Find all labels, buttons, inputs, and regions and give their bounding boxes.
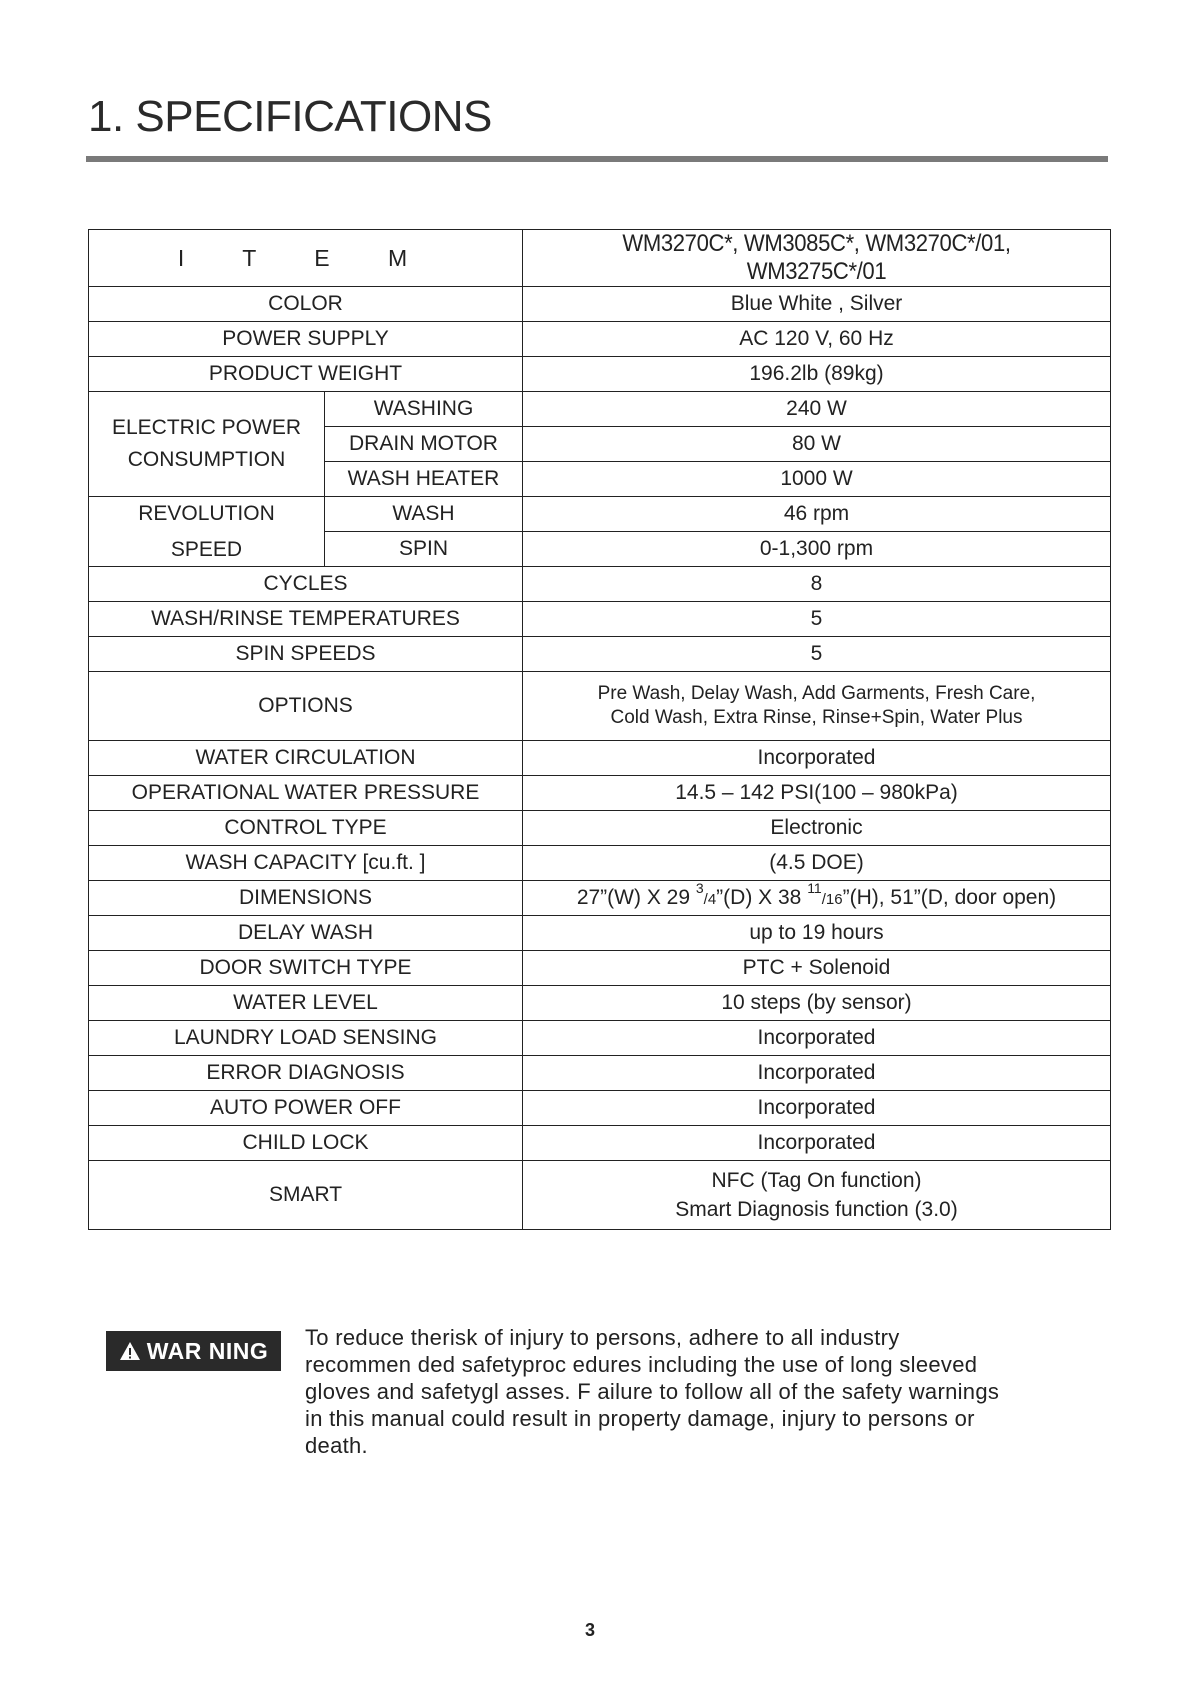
warning-label: WAR NING	[146, 1337, 269, 1364]
table-row	[89, 357, 1111, 392]
row-value-color: Blue White , Silver	[523, 287, 1111, 322]
sublabel-drain-motor: DRAIN MOTOR	[325, 427, 523, 462]
table-row	[89, 672, 1111, 741]
table-row	[89, 741, 1111, 776]
row-value-water-level: 10 steps (by sensor)	[523, 986, 1111, 1021]
row-label-color: COLOR	[89, 287, 523, 322]
table-row	[89, 1021, 1111, 1056]
row-label-options: OPTIONS	[89, 672, 523, 741]
revolution-line1: REVOLUTION	[138, 501, 275, 525]
row-label-auto-power-off: AUTO POWER OFF	[89, 1091, 523, 1126]
table-row	[89, 497, 1111, 532]
row-value-door-switch: PTC + Solenoid	[523, 951, 1111, 986]
value-wash-heater: 1000 W	[523, 462, 1111, 497]
page-number: 3	[585, 1620, 596, 1640]
row-label-wash-capacity: WASH CAPACITY [cu.ft. ]	[89, 846, 523, 881]
dim-part1: 27”(W) X 29	[576, 886, 696, 909]
row-label-power-supply: POWER SUPPLY	[89, 322, 523, 357]
warning-badge	[106, 1331, 281, 1371]
options-line1: Pre Wash, Delay Wash, Add Garments, Fresh Care,	[597, 683, 1036, 704]
row-label-control-type: CONTROL TYPE	[89, 811, 523, 846]
row-label-spin-speeds: SPIN SPEEDS	[89, 637, 523, 672]
table-row	[89, 951, 1111, 986]
row-value-water-pressure: 14.5 – 142 PSI(100 – 980kPa)	[523, 776, 1111, 811]
dim-frac1-den: /4	[703, 891, 717, 908]
row-label-electric-power	[89, 392, 325, 497]
electric-power-line1: ELECTRIC POWER	[111, 416, 302, 439]
sublabel-spin: SPIN	[325, 532, 523, 567]
row-value-load-sensing: Incorporated	[523, 1021, 1111, 1056]
dim-part3: ”(H), 51”(D, door open)	[842, 886, 1057, 909]
table-row	[89, 1091, 1111, 1126]
table-row	[89, 986, 1111, 1021]
row-label-load-sensing: LAUNDRY LOAD SENSING	[89, 1021, 523, 1056]
page-title: 1. SPECIFICATIONS	[88, 92, 492, 141]
table-row	[89, 916, 1111, 951]
table-row	[89, 392, 1111, 427]
value-washing: 240 W	[523, 392, 1111, 427]
table-header-row	[89, 230, 1111, 287]
options-line2: Cold Wash, Extra Rinse, Rinse+Spin, Water Plus	[610, 707, 1023, 728]
sublabel-washing: WASHING	[325, 392, 523, 427]
row-label-error-diagnosis: ERROR DIAGNOSIS	[89, 1056, 523, 1091]
title-divider	[86, 156, 1108, 162]
row-label-child-lock: CHILD LOCK	[89, 1126, 523, 1161]
value-spin: 0-1,300 rpm	[523, 532, 1111, 567]
row-value-wash-rinse-temps: 5	[523, 602, 1111, 637]
row-value-options	[523, 672, 1111, 741]
row-value-product-weight: 196.2lb (89kg)	[523, 357, 1111, 392]
table-row	[89, 776, 1111, 811]
table-row	[89, 881, 1111, 916]
revolution-line2: SPEED	[170, 537, 243, 561]
specifications-table	[88, 229, 1111, 1230]
row-value-wash-capacity: (4.5 DOE)	[523, 846, 1111, 881]
warning-triangle-icon	[119, 1341, 141, 1361]
row-label-water-pressure: OPERATIONAL WATER PRESSURE	[89, 776, 523, 811]
dim-frac1-num: 3	[695, 880, 704, 896]
electric-power-line2: CONSUMPTION	[127, 448, 286, 471]
row-label-revolution	[89, 497, 325, 567]
row-value-error-diagnosis: Incorporated	[523, 1056, 1111, 1091]
header-item: I T E M	[89, 230, 523, 287]
row-value-spin-speeds: 5	[523, 637, 1111, 672]
table-row	[89, 287, 1111, 322]
table-row	[89, 567, 1111, 602]
row-value-auto-power-off: Incorporated	[523, 1091, 1111, 1126]
table-row	[89, 1161, 1111, 1230]
row-value-delay-wash: up to 19 hours	[523, 916, 1111, 951]
row-label-water-level: WATER LEVEL	[89, 986, 523, 1021]
table-row	[89, 811, 1111, 846]
row-value-water-circulation: Incorporated	[523, 741, 1111, 776]
header-model-text: WM3270C*, WM3085C*, WM3270C*/01, WM3275C*/01	[622, 230, 1011, 285]
row-value-smart	[523, 1161, 1111, 1230]
row-label-wash-rinse-temps: WASH/RINSE TEMPERATURES	[89, 602, 523, 637]
row-label-door-switch: DOOR SWITCH TYPE	[89, 951, 523, 986]
table-row	[89, 1056, 1111, 1091]
smart-line1: NFC (Tag On function)	[711, 1169, 922, 1192]
table-row	[89, 1126, 1111, 1161]
row-value-control-type: Electronic	[523, 811, 1111, 846]
dim-frac2-num: 11	[807, 880, 822, 896]
table-row	[89, 637, 1111, 672]
warning-text: To reduce therisk of injury to persons, adhere to all industry recommen ded safetyproc edures including the use of long sleeved gloves and safetygl asses. F ailure to follow all of the safety warnings in this manual could result in property damage, injury to persons or death.	[305, 1325, 1000, 1458]
table-row	[89, 602, 1111, 637]
table-row	[89, 846, 1111, 881]
dim-frac2-den: /16	[821, 891, 843, 908]
header-model	[523, 230, 1111, 287]
row-value-child-lock: Incorporated	[523, 1126, 1111, 1161]
row-value-cycles: 8	[523, 567, 1111, 602]
row-value-power-supply: AC 120 V, 60 Hz	[523, 322, 1111, 357]
row-label-cycles: CYCLES	[89, 567, 523, 602]
row-label-smart: SMART	[89, 1161, 523, 1230]
dim-part2: ”(D) X 38	[716, 886, 808, 909]
table-row	[89, 322, 1111, 357]
value-wash: 46 rpm	[523, 497, 1111, 532]
row-value-dimensions	[523, 881, 1111, 916]
smart-line2: Smart Diagnosis function (3.0)	[675, 1198, 958, 1221]
sublabel-wash: WASH	[325, 497, 523, 532]
sublabel-wash-heater: WASH HEATER	[325, 462, 523, 497]
row-label-water-circulation: WATER CIRCULATION	[89, 741, 523, 776]
row-label-product-weight: PRODUCT WEIGHT	[89, 357, 523, 392]
row-label-dimensions: DIMENSIONS	[89, 881, 523, 916]
row-label-delay-wash: DELAY WASH	[89, 916, 523, 951]
value-drain-motor: 80 W	[523, 427, 1111, 462]
